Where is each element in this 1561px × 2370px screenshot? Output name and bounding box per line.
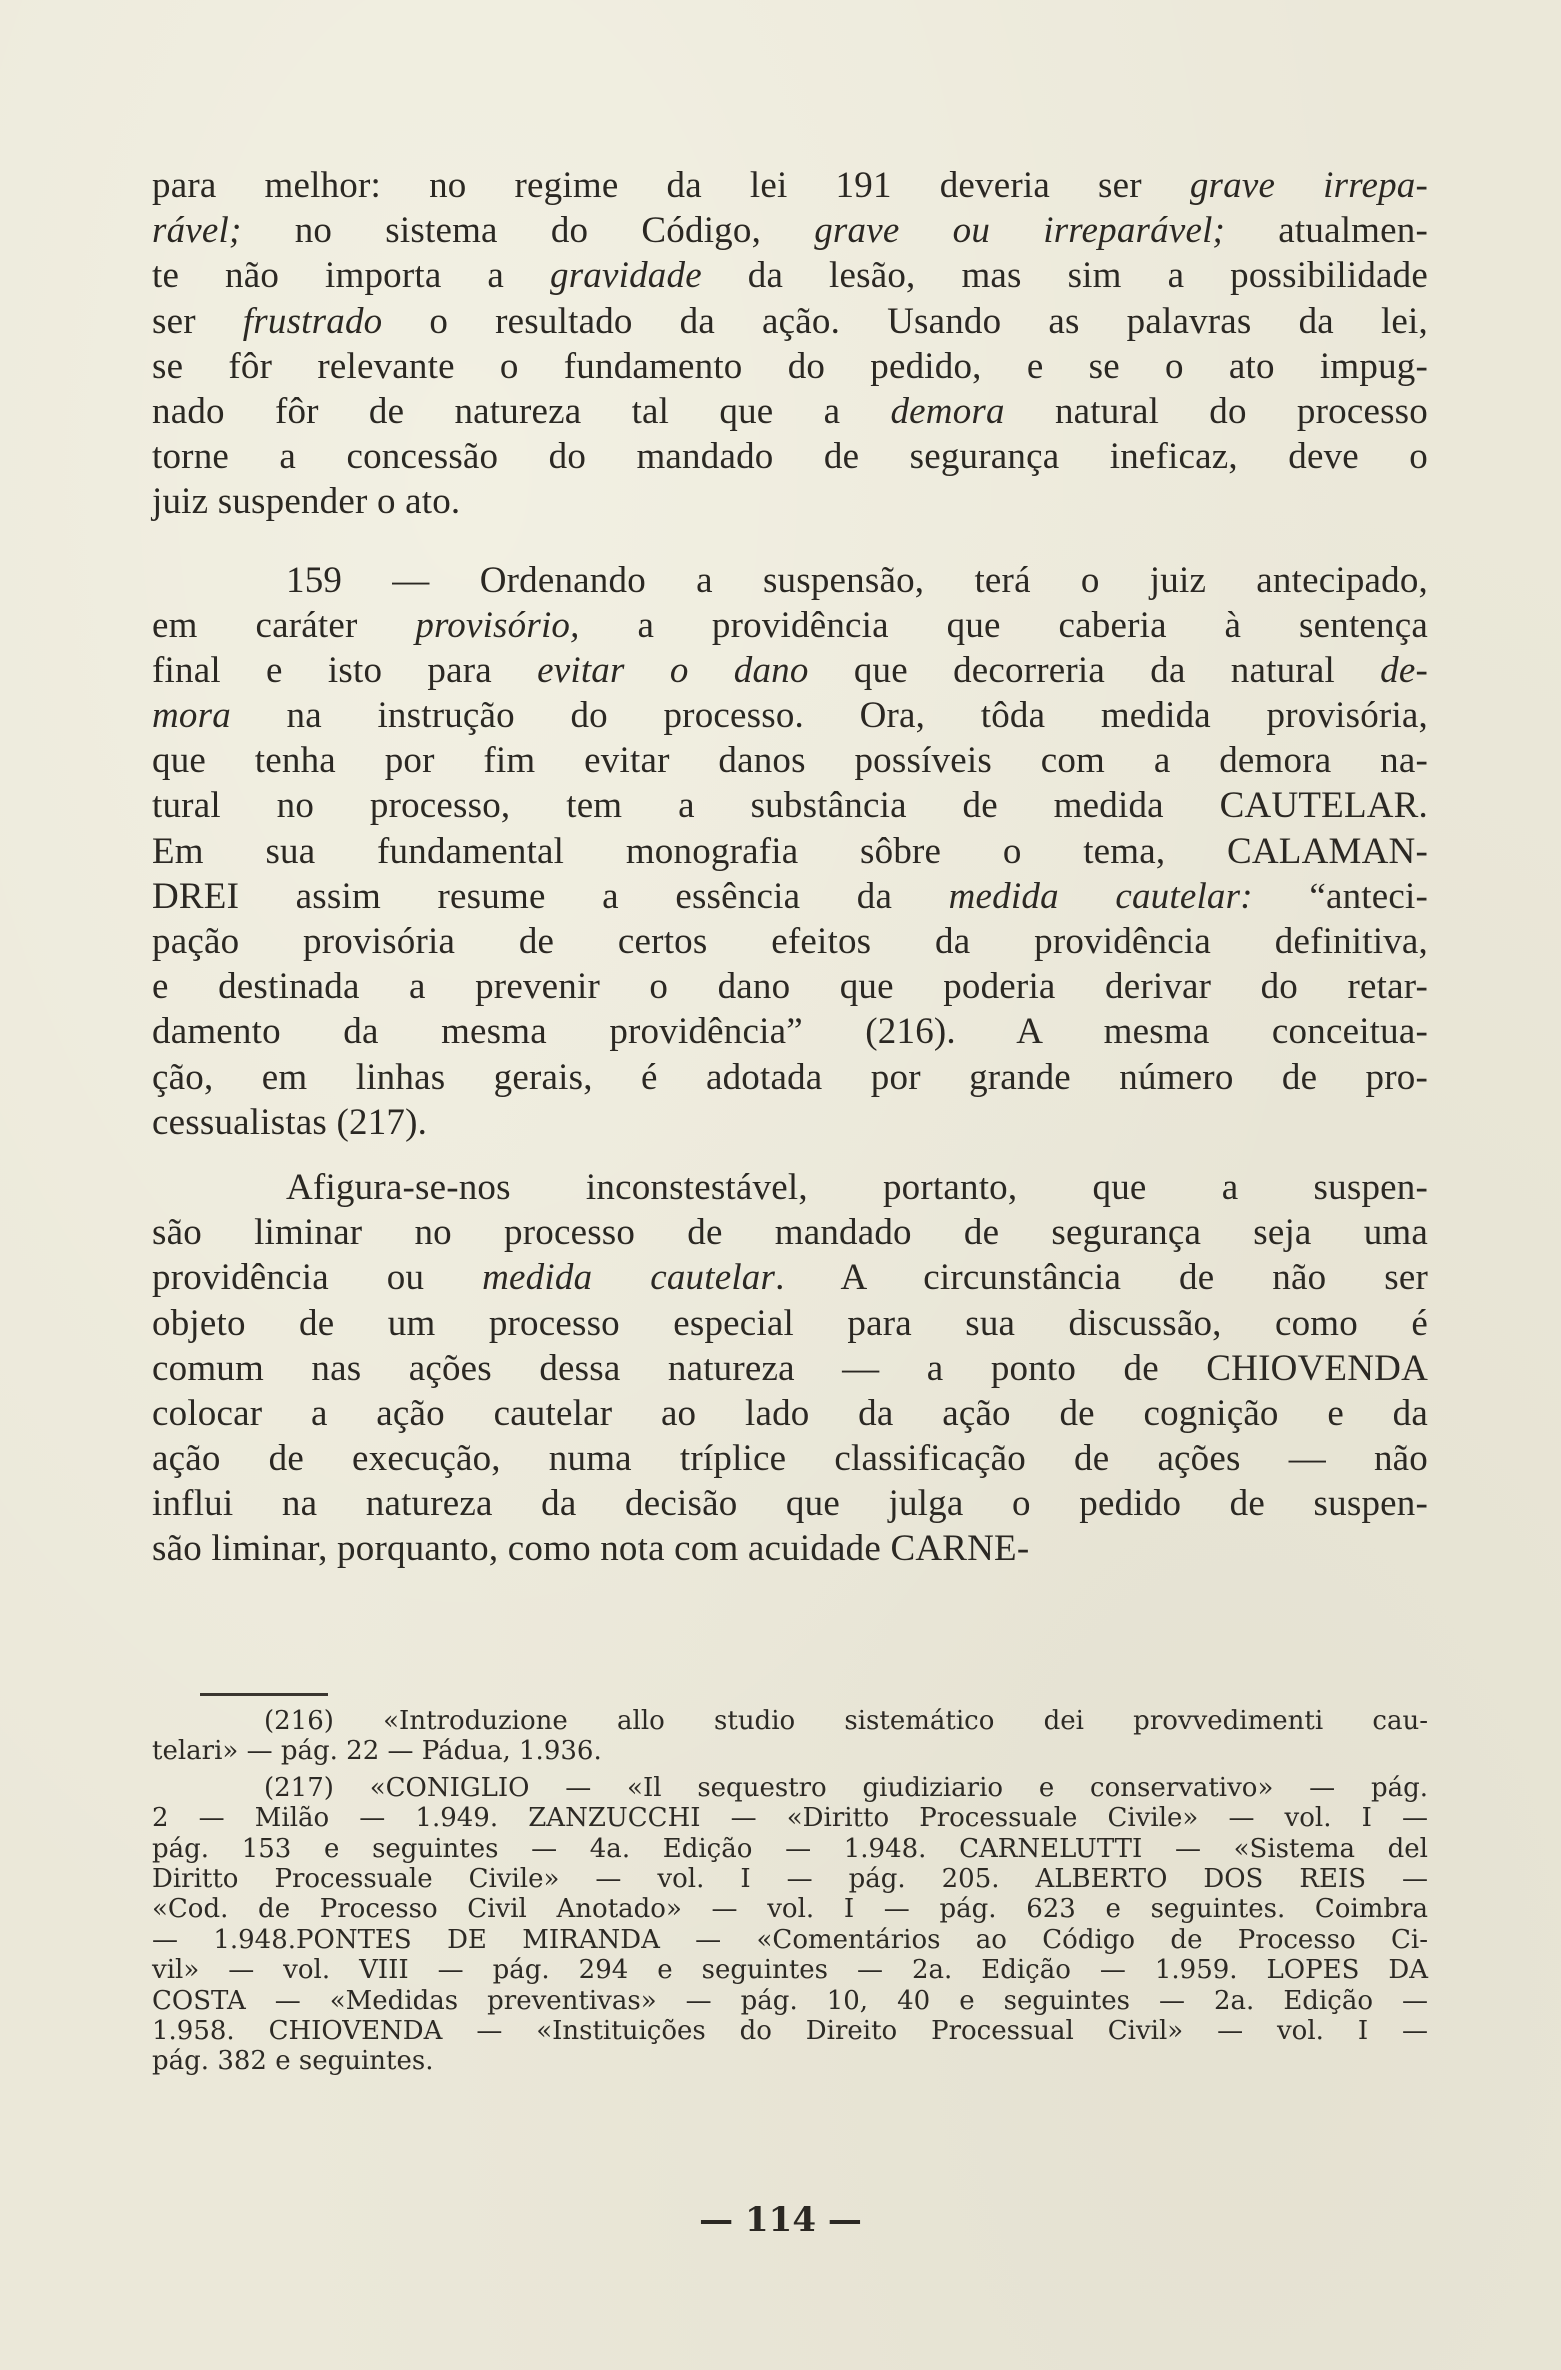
text-line xyxy=(152,829,1428,874)
text-run: ser xyxy=(152,300,243,342)
text-run: te não importa a xyxy=(152,255,550,297)
text-line xyxy=(152,1346,1428,1391)
text-line xyxy=(152,738,1428,783)
footnote-line: — 1.948.PONTES DE MIRANDA — «Comentários ao Código de Processo Ci- xyxy=(152,1924,1428,1955)
text-run: em caráter xyxy=(152,604,416,646)
text-run: DREI assim resume a essência da xyxy=(152,875,949,917)
footnote-separator-rule xyxy=(200,1693,328,1696)
text-line xyxy=(152,299,1428,344)
text-run: ção, em linhas gerais, é adotada por grande número de pro- xyxy=(152,1056,1428,1098)
italic-run: gravidade xyxy=(550,255,702,297)
italic-run: de- xyxy=(1380,649,1429,691)
text-run: para melhor: no regime da lei 191 deveria ser xyxy=(152,165,1190,206)
footnote-line: vil» — vol. VIII — pág. 294 e seguintes — 2a. Edição — 1.959. LOPES DA xyxy=(152,1955,1428,1986)
italic-run: provisório, xyxy=(415,604,580,646)
text-run: colocar a ação cautelar ao lado da ação de cognição e da xyxy=(152,1392,1428,1434)
text-line xyxy=(152,1165,1428,1210)
text-run: a providência que caberia à sentença xyxy=(579,604,1428,646)
text-run: natural do processo xyxy=(1004,390,1428,432)
page-number: — 114 — xyxy=(699,2200,862,2240)
text-run: providência ou xyxy=(152,1257,483,1299)
text-run: nado fôr de natureza tal que a xyxy=(152,390,891,432)
text-run: 159 — Ordenando a suspensão, terá o juiz antecipado, xyxy=(286,559,1428,601)
italic-run: medida cautelar xyxy=(482,1257,776,1299)
text-run: influi na natureza da decisão que julga o pedido de suspen- xyxy=(152,1483,1428,1525)
text-line xyxy=(152,479,1428,524)
footnote-line: pág. 153 e seguintes — 4a. Edição — 1.948. CARNELUTTI — «Sistema del xyxy=(152,1833,1428,1864)
text-run: objeto de um processo especial para sua discussão, como é xyxy=(152,1302,1428,1344)
text-run: torne a concessão do mandado de segurança ineficaz, deve o xyxy=(152,436,1428,478)
text-line xyxy=(152,344,1428,389)
italic-run: rável; xyxy=(152,210,242,252)
text-run: se fôr relevante o fundamento do pedido, e se o ato impug- xyxy=(152,345,1428,387)
text-run: final e isto para xyxy=(152,649,538,691)
text-line xyxy=(152,1481,1428,1526)
text-run: juiz suspender o ato. xyxy=(152,481,461,523)
footnote-line: «Cod. de Processo Civil Anotado» — vol. I — pág. 623 e seguintes. Coimbra xyxy=(152,1894,1428,1925)
paragraph-2 xyxy=(152,558,1428,1145)
footnote-line: (217) «CONIGLIO — «Il sequestro giudiziario e conservativo» — pág. xyxy=(264,1772,1428,1803)
text-line xyxy=(152,1210,1428,1255)
text-line xyxy=(152,389,1428,434)
paragraph-1 xyxy=(152,163,1428,525)
text-run: são liminar no processo de mandado de segurança seja uma xyxy=(152,1212,1428,1254)
footnote-216 xyxy=(152,1706,1428,1767)
text-line xyxy=(152,208,1428,253)
text-line xyxy=(152,434,1428,479)
text-run: que decorreria da natural xyxy=(808,649,1381,691)
footnote-line: 2 — Milão — 1.949. ZANZUCCHI — «Diritto Processuale Civile» — vol. I — xyxy=(152,1803,1428,1834)
text-run: são liminar, porquanto, como nota com acuidade CARNE- xyxy=(152,1528,1030,1570)
text-line xyxy=(152,1526,1428,1571)
italic-run: grave ou irreparável; xyxy=(814,210,1226,252)
text-run: no sistema do Código, xyxy=(241,210,815,252)
text-run: Em sua fundamental monografia sôbre o tema, CALAMAN- xyxy=(152,830,1428,872)
text-line xyxy=(152,1100,1428,1145)
italic-run: medida cautelar: xyxy=(948,875,1253,917)
text-line xyxy=(152,964,1428,1009)
footnote-line: (216) «Introduzione allo studio sistemático dei provvedimenti cau- xyxy=(264,1706,1428,1736)
text-run: . A circunstância de não ser xyxy=(775,1257,1428,1299)
body-text xyxy=(152,163,1428,1572)
text-run: na instrução do processo. Ora, tôda medida provisória, xyxy=(230,695,1428,737)
text-run: da lesão, mas sim a possibilidade xyxy=(701,255,1429,297)
italic-run: grave irrepa- xyxy=(1189,165,1428,206)
footnote-line: 1.958. CHIOVENDA — «Instituições do Direito Processual Civil» — vol. I — xyxy=(152,2015,1428,2046)
text-line xyxy=(152,693,1428,738)
text-run: pação provisória de certos efeitos da providência definitiva, xyxy=(152,921,1428,962)
footnote-line: telari» — pág. 22 — Pádua, 1.936. xyxy=(152,1736,602,1767)
paragraph-spacer xyxy=(152,1145,1428,1165)
italic-run: mora xyxy=(152,695,231,737)
text-line xyxy=(152,783,1428,828)
footnotes xyxy=(152,1706,1428,2077)
footnote-line: pág. 382 e seguintes. xyxy=(152,2046,434,2077)
text-line xyxy=(152,1301,1428,1346)
footnote-217 xyxy=(152,1773,1428,2077)
text-line xyxy=(152,163,1428,208)
text-line xyxy=(152,1391,1428,1436)
text-run: que tenha por fim evitar danos possíveis com a demora na- xyxy=(152,740,1428,782)
footnote-line: Diritto Processuale Civile» — vol. I — pág. 205. ALBERTO DOS REIS — xyxy=(152,1863,1428,1894)
text-run: “anteci- xyxy=(1252,875,1428,917)
text-run: atualmen- xyxy=(1225,210,1428,252)
text-run: damento da mesma providência” (216). A mesma conceitua- xyxy=(152,1011,1428,1053)
paragraph-3 xyxy=(152,1165,1428,1572)
text-run: comum nas ações dessa natureza — a ponto de CHIOVENDA xyxy=(152,1347,1428,1389)
text-run: o resultado da ação. Usando as palavras da lei, xyxy=(382,300,1428,342)
text-line xyxy=(152,603,1428,648)
text-line xyxy=(152,558,1428,603)
text-line xyxy=(152,1055,1428,1100)
italic-run: evitar o dano xyxy=(537,649,809,691)
text-line xyxy=(152,874,1428,919)
text-line xyxy=(152,1436,1428,1481)
italic-run: frustrado xyxy=(242,300,383,342)
text-run: Afigura-se-nos inconstestável, portanto, que a suspen- xyxy=(286,1166,1428,1208)
text-line xyxy=(152,648,1428,693)
text-run: ação de execução, numa tríplice classificação de ações — não xyxy=(152,1438,1428,1480)
text-line xyxy=(152,1255,1428,1300)
footnote-line: COSTA — «Medidas preventivas» — pág. 10, 40 e seguintes — 2a. Edição — xyxy=(152,1985,1428,2016)
text-run: e destinada a prevenir o dano que poderia derivar do retar- xyxy=(152,966,1428,1008)
text-run: tural no processo, tem a substância de medida CAUTELAR. xyxy=(152,785,1428,827)
italic-run: demora xyxy=(890,390,1005,432)
text-run: cessualistas (217). xyxy=(152,1101,428,1143)
text-line xyxy=(152,919,1428,964)
text-line xyxy=(152,1009,1428,1054)
text-line xyxy=(152,253,1428,298)
paragraph-spacer xyxy=(152,525,1428,558)
